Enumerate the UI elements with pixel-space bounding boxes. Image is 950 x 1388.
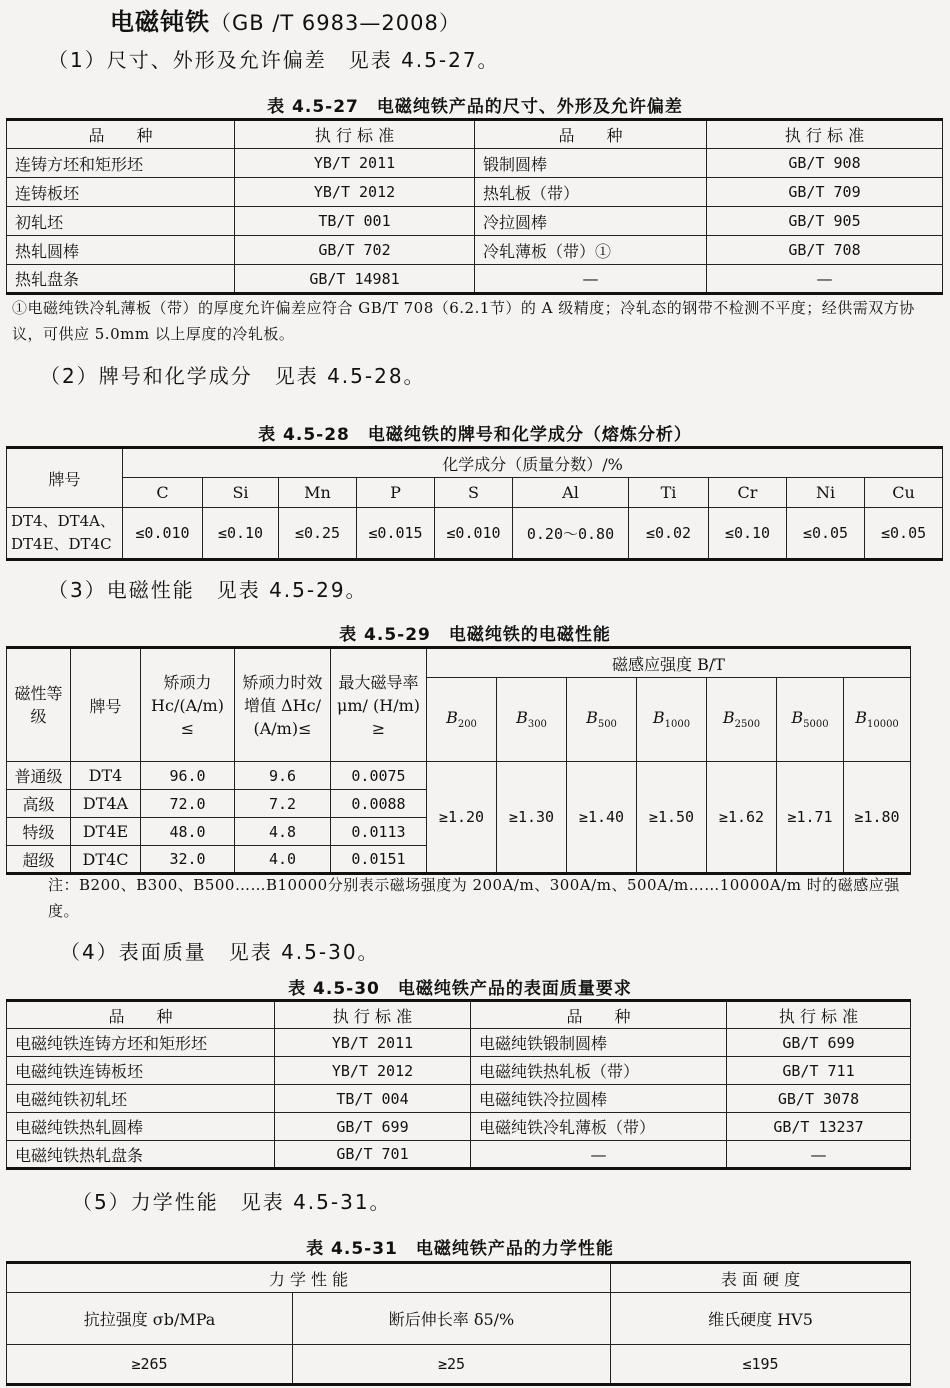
table-row bbox=[7, 1345, 911, 1385]
table-cell: 0.0151 bbox=[331, 846, 427, 874]
table-cell: — bbox=[471, 1141, 727, 1169]
table-4-5-28 bbox=[6, 446, 943, 561]
table-cell: 普通级 bbox=[7, 762, 71, 790]
table-cell: 初轧坯 bbox=[7, 207, 235, 236]
header-cell-elongation: 断后伸长率 δ5/% bbox=[293, 1293, 611, 1345]
table-cell: 连铸方坯和矩形坯 bbox=[7, 149, 235, 178]
table-cell: ≤0.10 bbox=[203, 508, 279, 560]
header-cell-grade: 牌号 bbox=[7, 448, 123, 508]
header-cell-induction: 磁感应强度 B/T bbox=[427, 648, 911, 678]
table-cell: 4.8 bbox=[235, 818, 331, 846]
table-cell: DT4C bbox=[71, 846, 141, 874]
table-cell: 72.0 bbox=[141, 790, 235, 818]
table-cell: 电磁纯铁连铸板坯 bbox=[7, 1057, 275, 1085]
table-cell-b-value: ≥1.50 bbox=[637, 762, 707, 874]
header-cell-b1000: $B_{1000}$ bbox=[637, 678, 707, 762]
b-subscript: 2500 bbox=[734, 719, 761, 731]
header-cell-chemistry: 化学成分（质量分数）/% bbox=[123, 448, 943, 478]
table-cell: 0.0088 bbox=[331, 790, 427, 818]
page-title bbox=[110, 2, 461, 37]
table-cell: GB/T 699 bbox=[275, 1113, 471, 1141]
table-cell: ≤0.10 bbox=[709, 508, 787, 560]
table-cell-b-value: ≥1.30 bbox=[497, 762, 567, 874]
b-subscript: 1000 bbox=[664, 719, 691, 731]
table-header-row bbox=[7, 1001, 911, 1029]
header-cell-hardness: 表 面 硬 度 bbox=[611, 1263, 911, 1293]
table-cell: 电磁纯铁连铸方坯和矩形坯 bbox=[7, 1029, 275, 1057]
table-cell: DT4E bbox=[71, 818, 141, 846]
header-cell: 执 行 标 准 bbox=[707, 120, 943, 149]
b-subscript: 10000 bbox=[866, 719, 899, 731]
header-cell-b500: $B_{500}$ bbox=[567, 678, 637, 762]
table-cell: GB/T 702 bbox=[235, 236, 475, 265]
table-4-5-31 bbox=[6, 1261, 911, 1386]
section-5-heading: （5）力学性能 见表 4.5-31。 bbox=[72, 1190, 392, 1214]
table-4-5-27-footnote: ①电磁纯铁冷轧薄板（带）的厚度允许偏差应符合 GB/T 708（6.2.1节）的 A 级精度；冷轧态的钢带不检测不平度；经供需双方协议，可供应 5.0mm 以上厚度的冷轧板。 bbox=[12, 299, 915, 343]
title-name: 电磁钝铁 bbox=[110, 8, 210, 36]
table-cell: 48.0 bbox=[141, 818, 235, 846]
table-cell: 热轧板（带） bbox=[475, 178, 707, 207]
title-standard: （GB /T 6983—2008） bbox=[210, 11, 461, 35]
header-cell-element: Cr bbox=[709, 478, 787, 508]
section-3-heading: （3）电磁性能 见表 4.5-29。 bbox=[48, 578, 368, 602]
table-row bbox=[7, 1141, 911, 1169]
table-cell: ≤0.25 bbox=[279, 508, 357, 560]
header-cell-b300: $B_{300}$ bbox=[497, 678, 567, 762]
table-cell: 电磁纯铁初轧坯 bbox=[7, 1085, 275, 1113]
table-cell: GB/T 13237 bbox=[727, 1113, 911, 1141]
table-header-row bbox=[7, 448, 943, 478]
header-cell-b200: $B_{200}$ bbox=[427, 678, 497, 762]
table-cell-b-value: ≥1.40 bbox=[567, 762, 637, 874]
table-cell: ≤0.02 bbox=[629, 508, 709, 560]
table-cell-b-value: ≥1.71 bbox=[777, 762, 844, 874]
header-cell-coercivity-aging: 矫顽力时效增值 ΔHc/ (A/m)≤ bbox=[235, 648, 331, 762]
header-cell-element: Si bbox=[203, 478, 279, 508]
table-header-row bbox=[7, 1263, 911, 1293]
table-cell: 32.0 bbox=[141, 846, 235, 874]
table-row bbox=[7, 1029, 911, 1057]
table-cell: GB/T 905 bbox=[707, 207, 943, 236]
table-cell: ≤195 bbox=[611, 1345, 911, 1385]
table-row bbox=[7, 178, 943, 207]
header-cell-b5000: $B_{5000}$ bbox=[777, 678, 844, 762]
table-cell: 热轧圆棒 bbox=[7, 236, 235, 265]
table-cell: 7.2 bbox=[235, 790, 331, 818]
table-row bbox=[7, 1057, 911, 1085]
table-header-row bbox=[7, 120, 943, 149]
table-cell: YB/T 2012 bbox=[275, 1057, 471, 1085]
table-cell: 电磁纯铁热轧板（带） bbox=[471, 1057, 727, 1085]
header-cell-element: P bbox=[357, 478, 435, 508]
header-cell-coercivity: 矫顽力 Hc/(A/m) ≤ bbox=[141, 648, 235, 762]
table-cell-b-value: ≥1.20 bbox=[427, 762, 497, 874]
table-cell: 电磁纯铁热轧圆棒 bbox=[7, 1113, 275, 1141]
table-cell: 冷拉圆棒 bbox=[475, 207, 707, 236]
table-row bbox=[7, 236, 943, 265]
table-cell: ≤0.010 bbox=[435, 508, 513, 560]
header-cell: 执 行 标 准 bbox=[275, 1001, 471, 1029]
table-cell-b-value: ≥1.62 bbox=[707, 762, 777, 874]
table-cell: — bbox=[727, 1141, 911, 1169]
table-cell: 0.20～0.80 bbox=[513, 508, 629, 560]
table-header-row bbox=[7, 478, 943, 508]
table-row bbox=[7, 207, 943, 236]
table-cell: DT4A bbox=[71, 790, 141, 818]
table-row bbox=[7, 762, 911, 790]
table-row bbox=[7, 1085, 911, 1113]
table-row bbox=[7, 265, 943, 294]
header-cell-mechanical: 力 学 性 能 bbox=[7, 1263, 611, 1293]
b-subscript: 500 bbox=[597, 719, 617, 731]
table-cell: GB/T 14981 bbox=[235, 265, 475, 294]
table-4-5-27-caption: 表 4.5-27 电磁纯铁产品的尺寸、外形及允许偏差 bbox=[267, 97, 683, 117]
table-cell: 9.6 bbox=[235, 762, 331, 790]
header-cell-vickers: 维氏硬度 HV5 bbox=[611, 1293, 911, 1345]
table-cell: 锻制圆棒 bbox=[475, 149, 707, 178]
table-cell: TB/T 001 bbox=[235, 207, 475, 236]
header-cell-element: C bbox=[123, 478, 203, 508]
table-cell: TB/T 004 bbox=[275, 1085, 471, 1113]
section-2-heading: （2）牌号和化学成分 见表 4.5-28。 bbox=[40, 364, 426, 388]
table-header-row bbox=[7, 648, 911, 678]
b-subscript: 200 bbox=[457, 719, 477, 731]
section-4-heading: （4）表面质量 见表 4.5-30。 bbox=[60, 940, 380, 964]
table-header-row bbox=[7, 1293, 911, 1345]
table-4-5-30-caption: 表 4.5-30 电磁纯铁产品的表面质量要求 bbox=[288, 979, 632, 999]
header-cell-element: Al bbox=[513, 478, 629, 508]
table-cell: 0.0113 bbox=[331, 818, 427, 846]
header-cell-element: S bbox=[435, 478, 513, 508]
table-row bbox=[7, 508, 943, 560]
table-cell: GB/T 708 bbox=[707, 236, 943, 265]
table-cell: 0.0075 bbox=[331, 762, 427, 790]
table-cell: 超级 bbox=[7, 846, 71, 874]
table-cell: YB/T 2011 bbox=[235, 149, 475, 178]
b-subscript: 5000 bbox=[803, 719, 829, 731]
header-cell-element: Ni bbox=[787, 478, 865, 508]
header-cell-grade: 牌号 bbox=[71, 648, 141, 762]
table-cell: 96.0 bbox=[141, 762, 235, 790]
section-1-heading: （1）尺寸、外形及允许偏差 见表 4.5-27。 bbox=[48, 48, 500, 72]
table-cell: 冷轧薄板（带）① bbox=[475, 236, 707, 265]
table-cell: 热轧盘条 bbox=[7, 265, 235, 294]
table-cell: ≥25 bbox=[293, 1345, 611, 1385]
table-cell: ≥265 bbox=[7, 1345, 293, 1385]
table-cell: 电磁纯铁锻制圆棒 bbox=[471, 1029, 727, 1057]
table-row bbox=[7, 1113, 911, 1141]
table-cell: 电磁纯铁冷拉圆棒 bbox=[471, 1085, 727, 1113]
table-cell-b-value: ≥1.80 bbox=[844, 762, 911, 874]
table-cell: GB/T 709 bbox=[707, 178, 943, 207]
table-cell: ≤0.015 bbox=[357, 508, 435, 560]
table-4-5-29-note: 注：B200、B300、B500……B10000分别表示磁场强度为 200A/m、300A/m、500A/m……10000A/m 时的磁感应强度。 bbox=[48, 876, 900, 920]
table-4-5-31-caption: 表 4.5-31 电磁纯铁产品的力学性能 bbox=[306, 1239, 614, 1259]
table-cell: — bbox=[475, 265, 707, 294]
table-cell: GB/T 711 bbox=[727, 1057, 911, 1085]
header-cell: 品 种 bbox=[7, 120, 235, 149]
header-cell-b2500: $B_{2500}$ bbox=[707, 678, 777, 762]
table-cell: GB/T 701 bbox=[275, 1141, 471, 1169]
table-4-5-27 bbox=[6, 118, 943, 295]
table-cell: 电磁纯铁热轧盘条 bbox=[7, 1141, 275, 1169]
table-cell: ≤0.05 bbox=[865, 508, 943, 560]
header-cell-permeability: 最大磁导率 μm/ (H/m) ≥ bbox=[331, 648, 427, 762]
table-4-5-30 bbox=[6, 999, 911, 1170]
header-cell: 品 种 bbox=[471, 1001, 727, 1029]
header-cell-element: Cu bbox=[865, 478, 943, 508]
header-cell: 品 种 bbox=[7, 1001, 275, 1029]
table-cell: 特级 bbox=[7, 818, 71, 846]
header-cell-element: Ti bbox=[629, 478, 709, 508]
table-cell: 电磁纯铁冷轧薄板（带） bbox=[471, 1113, 727, 1141]
header-cell-level: 磁性等级 bbox=[7, 648, 71, 762]
table-row bbox=[7, 149, 943, 178]
table-cell: DT4 bbox=[71, 762, 141, 790]
table-cell: 连铸板坯 bbox=[7, 178, 235, 207]
header-cell: 品 种 bbox=[475, 120, 707, 149]
header-cell: 执 行 标 准 bbox=[235, 120, 475, 149]
header-cell-tensile: 抗拉强度 σb/MPa bbox=[7, 1293, 293, 1345]
b-subscript: 300 bbox=[527, 719, 547, 731]
table-cell: YB/T 2011 bbox=[275, 1029, 471, 1057]
table-cell: 高级 bbox=[7, 790, 71, 818]
table-4-5-29 bbox=[6, 646, 911, 875]
table-cell: ≤0.05 bbox=[787, 508, 865, 560]
header-cell: 执 行 标 准 bbox=[727, 1001, 911, 1029]
table-4-5-29-caption: 表 4.5-29 电磁纯铁的电磁性能 bbox=[339, 625, 611, 645]
table-cell: GB/T 908 bbox=[707, 149, 943, 178]
table-cell: GB/T 3078 bbox=[727, 1085, 911, 1113]
table-cell: YB/T 2012 bbox=[235, 178, 475, 207]
table-cell-grade: DT4、DT4A、DT4E、DT4C bbox=[7, 508, 123, 560]
header-cell-element: Mn bbox=[279, 478, 357, 508]
table-cell: ≤0.010 bbox=[123, 508, 203, 560]
table-cell: 4.0 bbox=[235, 846, 331, 874]
table-cell: GB/T 699 bbox=[727, 1029, 911, 1057]
header-cell-b10000: $B_{10000}$ bbox=[844, 678, 911, 762]
table-4-5-28-caption: 表 4.5-28 电磁纯铁的牌号和化学成分（熔炼分析） bbox=[258, 425, 692, 445]
table-cell: — bbox=[707, 265, 943, 294]
